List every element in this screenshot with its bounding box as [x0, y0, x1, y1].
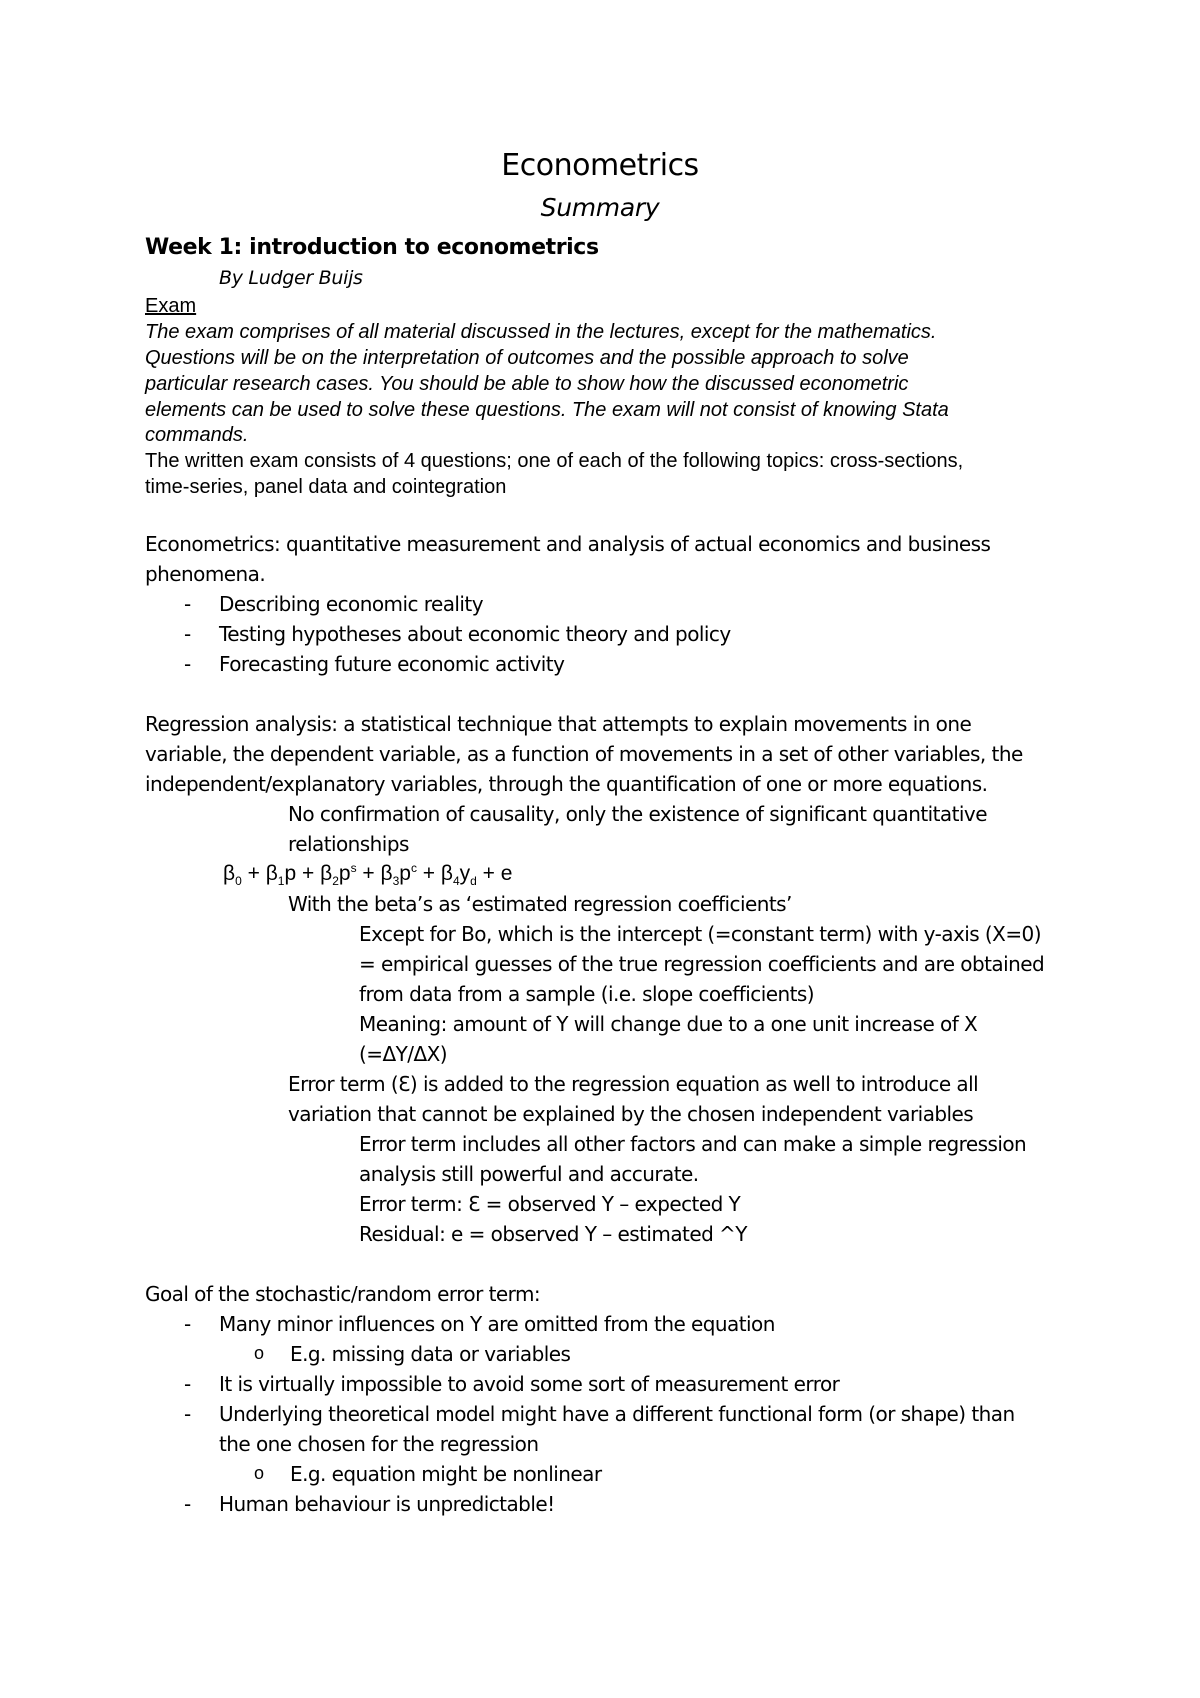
definition-line: Econometrics: quantitative measurement and analysis of actual economics and business [145, 532, 991, 556]
list-item: Describing economic reality [219, 592, 484, 616]
bullet-dash: - [184, 1372, 192, 1396]
betas-detail-line: Meaning: amount of Y will change due to a one unit increase of X [359, 1012, 978, 1036]
causality-line: relationships [288, 832, 409, 856]
exam-text-line: elements can be used to solve these questions. The exam will not consist of knowing Stata [145, 399, 949, 421]
bullet-circle: o [254, 1343, 265, 1363]
exam-format-line: time-series, panel data and cointegration [145, 476, 507, 498]
author-line: By Ludger Buijs [219, 267, 363, 289]
list-item: Testing hypotheses about economic theory and policy [219, 622, 731, 646]
bullet-dash: - [184, 622, 192, 646]
error-term-line: variation that cannot be explained by the chosen independent variables [288, 1102, 974, 1126]
sub-list-item: E.g. equation might be nonlinear [290, 1462, 602, 1486]
exam-text-line: The exam comprises of all material discussed in the lectures, except for the mathematics. [145, 321, 937, 343]
betas-detail-line: = empirical guesses of the true regression coefficients and are obtained [359, 952, 1045, 976]
list-item: It is virtually impossible to avoid some sort of measurement error [219, 1372, 840, 1396]
error-detail-line: Residual: e = observed Y – estimated ^Y [359, 1222, 747, 1246]
betas-detail-line: from data from a sample (i.e. slope coefficients) [359, 982, 815, 1006]
list-item: Human behaviour is unpredictable! [219, 1492, 555, 1516]
goal-heading: Goal of the stochastic/random error term: [145, 1282, 541, 1306]
regression-line: variable, the dependent variable, as a function of movements in a set of other variables, the [145, 742, 1023, 766]
betas-detail-line: Except for Bo, which is the intercept (=constant term) with y-axis (X=0) [359, 922, 1041, 946]
list-item: Underlying theoretical model might have a different functional form (or shape) than [219, 1402, 1015, 1426]
bullet-dash: - [184, 1492, 192, 1516]
error-detail-line: Error term includes all other factors and can make a simple regression [359, 1132, 1027, 1156]
betas-detail-line: (=ΔY/ΔX) [359, 1042, 447, 1066]
regression-line: Regression analysis: a statistical technique that attempts to explain movements in one [145, 712, 972, 736]
error-detail-line: analysis still powerful and accurate. [359, 1162, 699, 1186]
list-item: Forecasting future economic activity [219, 652, 565, 676]
bullet-dash: - [184, 1312, 192, 1336]
bullet-dash: - [184, 592, 192, 616]
regression-formula: $\beta_0 + \beta_1p + \beta_2p^s + \beta_3p^c + \beta_4y_d + e$ [223, 861, 513, 889]
exam-format-line: The written exam consists of 4 questions; one of each of the following topics: cross-sections, [145, 450, 964, 472]
sub-list-item: E.g. missing data or variables [290, 1342, 571, 1366]
causality-line: No confirmation of causality, only the existence of significant quantitative [288, 802, 987, 826]
bullet-circle: o [254, 1463, 265, 1483]
definition-line: phenomena. [145, 562, 266, 586]
betas-line: With the beta’s as ‘estimated regression coefficients’ [288, 892, 792, 916]
week-heading: Week 1: introduction to econometrics [145, 235, 599, 260]
list-item-continuation: the one chosen for the regression [219, 1432, 539, 1456]
bullet-dash: - [184, 1402, 192, 1426]
exam-text-line: particular research cases. You should be able to show how the discussed econometric [145, 373, 909, 395]
error-term-line: Error term (Ɛ) is added to the regression equation as well to introduce all [288, 1072, 979, 1096]
regression-line: independent/explanatory variables, through the quantification of one or more equations. [145, 772, 988, 796]
page-subtitle: Summary [540, 193, 660, 222]
exam-heading: Exam [145, 295, 197, 317]
page-title: Econometrics [501, 148, 699, 183]
bullet-dash: - [184, 652, 192, 676]
exam-text-line: commands. [145, 424, 249, 446]
list-item: Many minor influences on Y are omitted from the equation [219, 1312, 775, 1336]
error-detail-line: Error term: Ɛ = observed Y – expected Y [359, 1192, 741, 1216]
exam-text-line: Questions will be on the interpretation of outcomes and the possible approach to solve [145, 347, 909, 369]
